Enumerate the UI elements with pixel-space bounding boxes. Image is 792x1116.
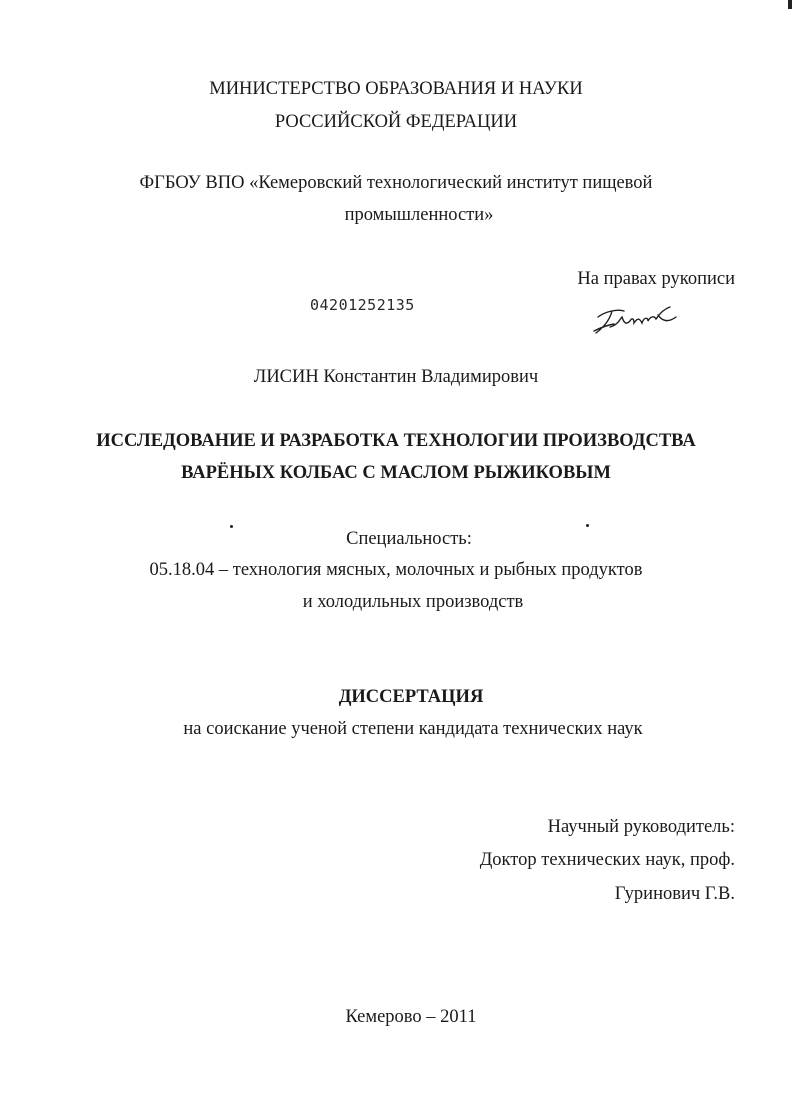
archive-stamp-number: 04201252135 [310,296,415,314]
dissertation-subtitle: на соискание ученой степени кандидата технических наук [183,719,643,739]
scan-corner-mark [788,0,792,9]
supervisor-degree: Доктор технических наук, проф. [479,850,735,870]
thesis-title-line-2: ВАРЁНЫХ КОЛБАС С МАСЛОМ РЫЖИКОВЫМ [181,463,611,483]
dissertation-heading: ДИССЕРТАЦИЯ [338,687,484,707]
specialty-label: Специальность: [346,529,472,549]
supervisor-name: Гуринович Г.В. [614,884,735,904]
author-signature [588,297,684,341]
institution-line-2: промышленности» [344,205,494,225]
specialty-code-line-1: 05.18.04 – технология мясных, молочных и рыбных продуктов [149,560,643,580]
author-name: ЛИСИН Константин Владимирович [253,367,539,387]
specialty-code-line-2: и холодильных производств [302,592,524,612]
ministry-line-1: МИНИСТЕРСТВО ОБРАЗОВАНИЯ И НАУКИ [209,79,583,99]
supervisor-label: Научный руководитель: [547,817,735,837]
institution-line-1: ФГБОУ ВПО «Кемеровский технологический институт пищевой [139,173,653,193]
thesis-title-line-1: ИССЛЕДОВАНИЕ И РАЗРАБОТКА ТЕХНОЛОГИИ ПРОИЗВОДСТВА [96,431,696,451]
city-year: Кемерово – 2011 [345,1007,477,1027]
ministry-line-2: РОССИЙСКОЙ ФЕДЕРАЦИИ [274,112,518,132]
manuscript-rights-label: На правах рукописи [577,269,735,289]
